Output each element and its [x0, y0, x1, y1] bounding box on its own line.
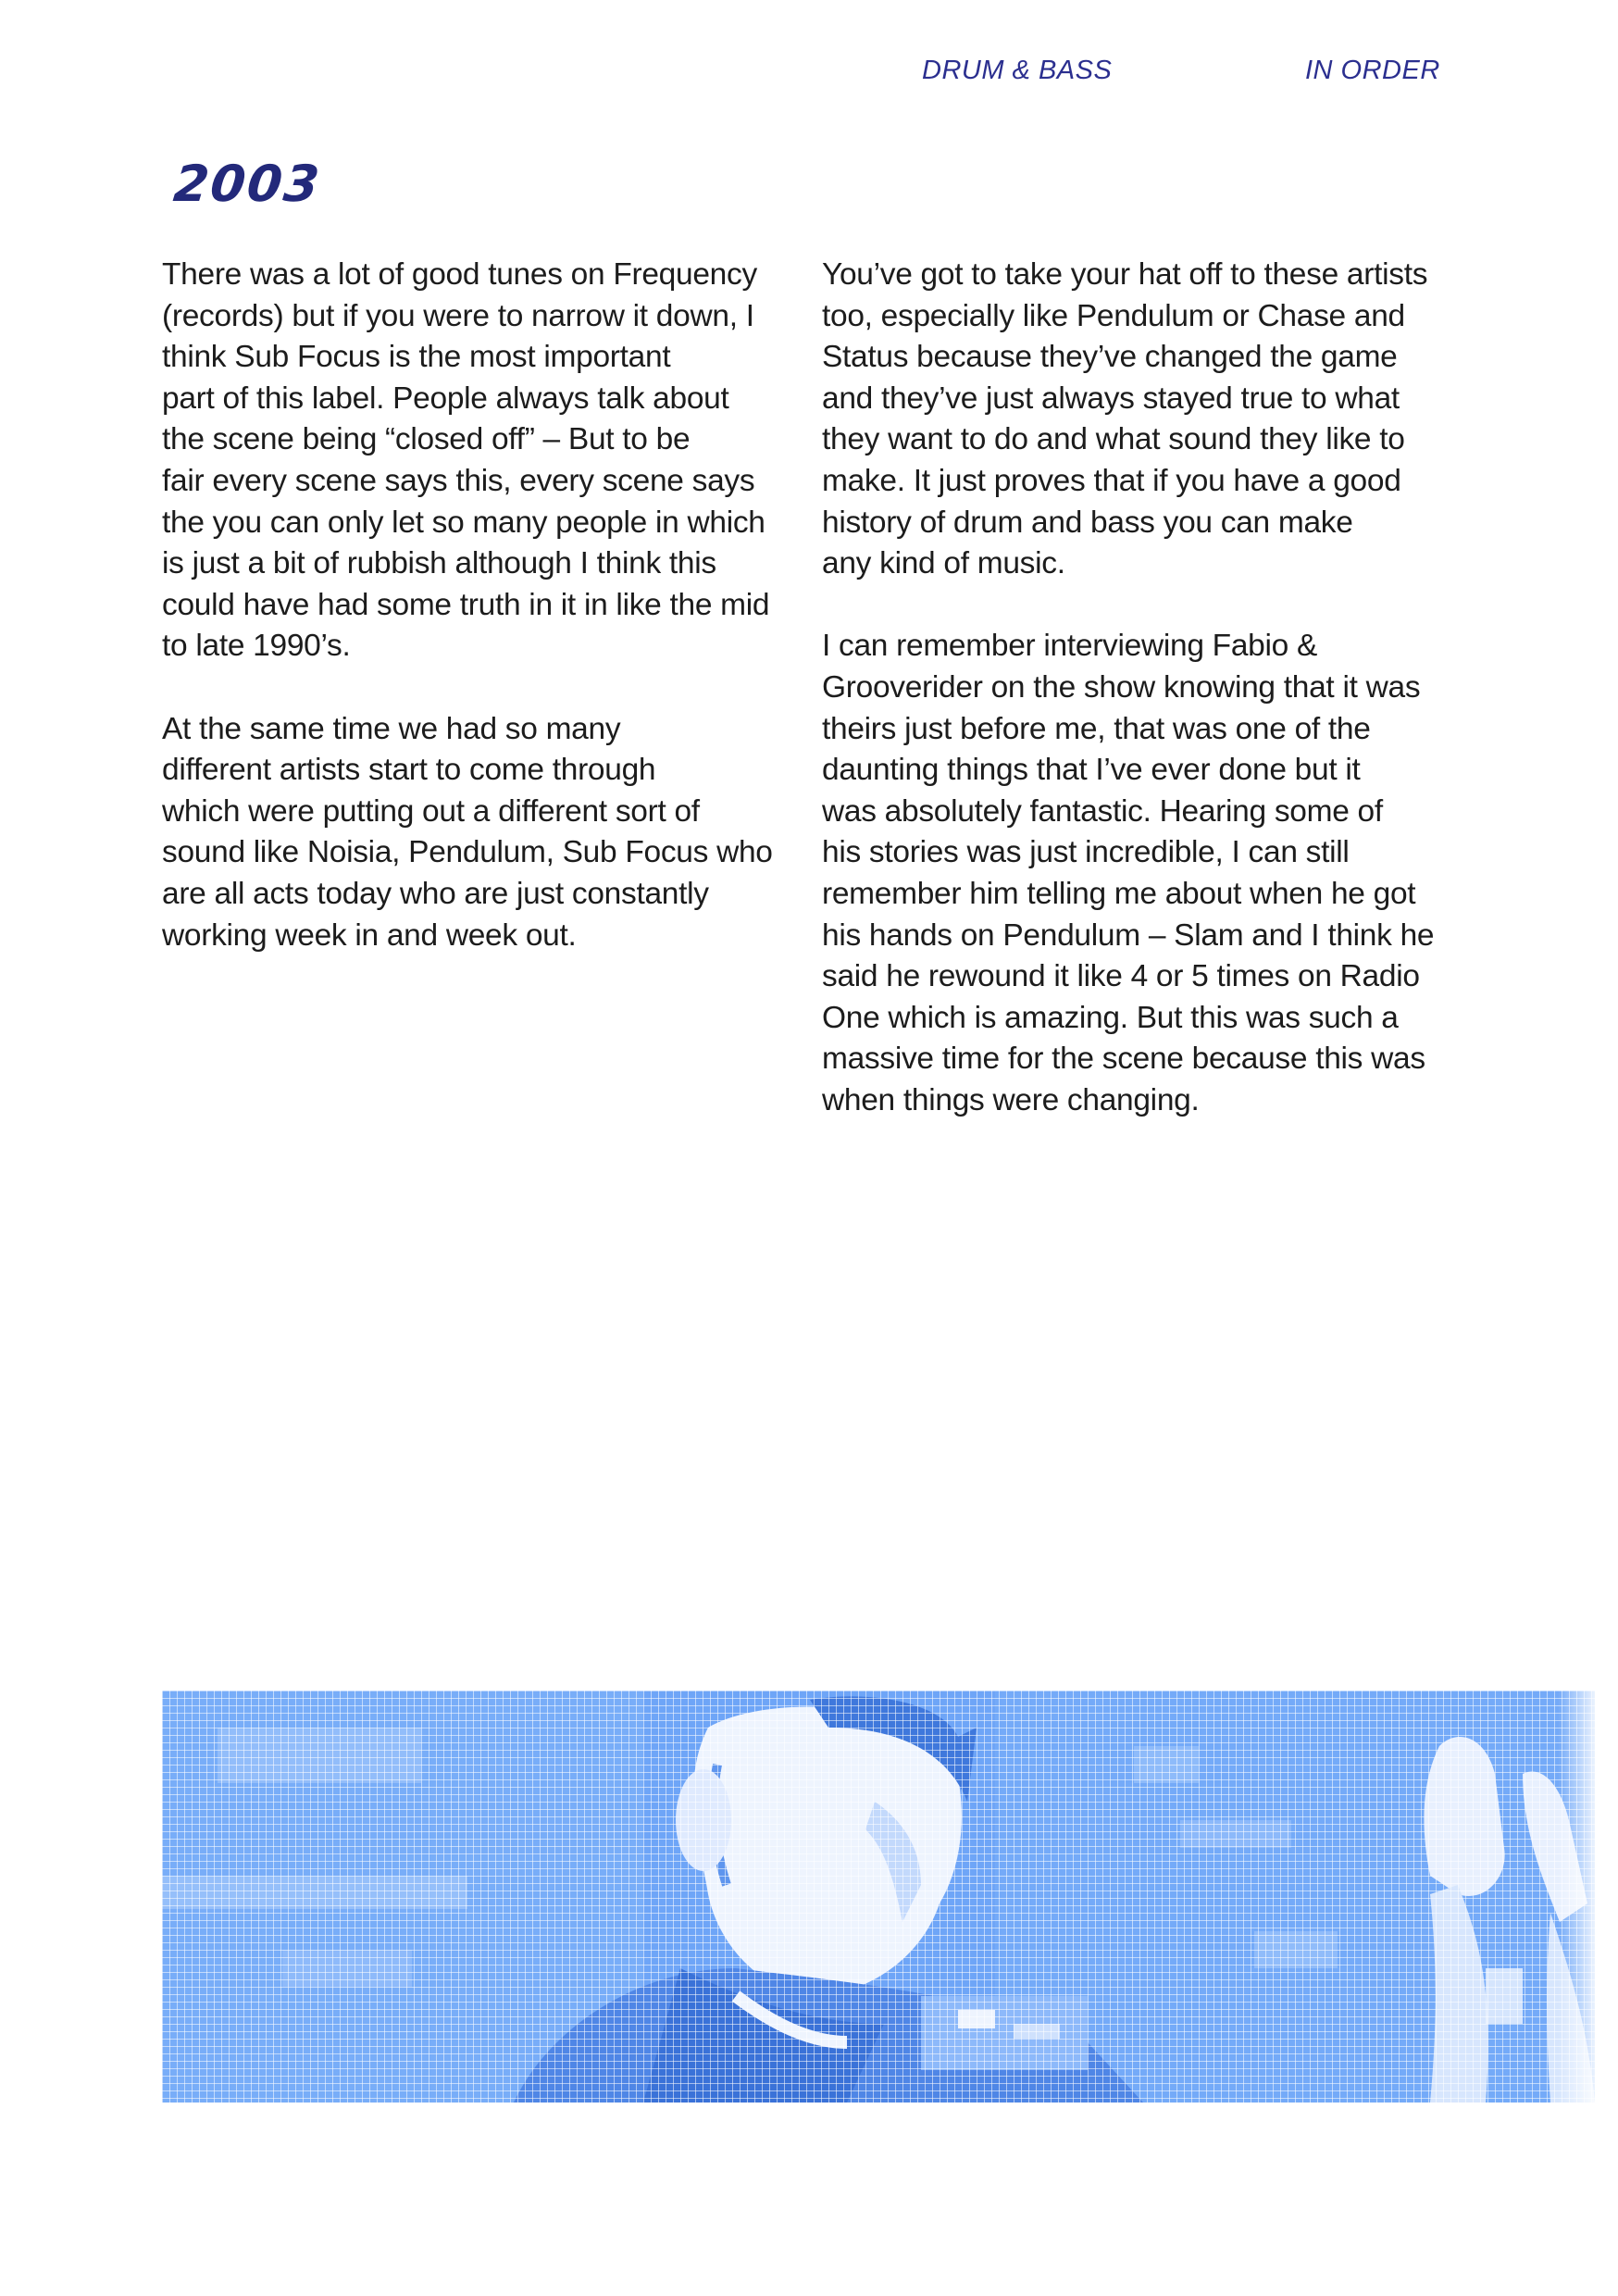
left-text-column — [162, 255, 782, 998]
photo-edge-fade — [1558, 1691, 1595, 2103]
right-text-column — [822, 255, 1451, 1163]
paragraph: I can remember interviewing Fabio & Grooverider on the show knowing that it was theirs just before me, that was one of the daunting things that I’ve ever done but it was absolutely fantastic. Hearing some of his stories was just incredible, I can still remember him telling me about when he got his hands on Pendulum – Slam and I think he said he rewound it like 4 or 5 times on Radio One which is amazing. But this was such a massive time for the scene because this was when things were changing. — [822, 629, 1435, 1117]
year-heading: 2003 — [170, 155, 324, 213]
paragraph: At the same time we had so many different artists start to come through which were putting out a different sort of sound like Noisia, Pendulum, Sub Focus who are all acts today who are just constantly working week in and week out. — [162, 711, 773, 953]
section-label: DRUM & BASS — [922, 56, 1113, 85]
paragraph: You’ve got to take your hat off to these artists too, especially like Pendulum or Chase and Status because they’ve changed the game and they’ve just always stayed true to what they want to do and what sound they like to make. It just proves that if you have a good history of drum and bass you can make any kind of music. — [822, 257, 1428, 581]
halftone-dj-photo — [162, 1691, 1595, 2103]
dj-photo-image — [162, 1691, 1595, 2103]
paragraph: There was a lot of good tunes on Frequency (records) but if you were to narrow it down, I think Sub Focus is the most important part of this label. People always talk about the scene being “closed off” – But to be fair every scene says this, every scene says the you can only let so many people in which is just a bit of rubbish although I think this could have had some truth in it in like the mid to late 1990’s. — [162, 257, 770, 664]
series-label: IN ORDER — [1305, 56, 1440, 85]
